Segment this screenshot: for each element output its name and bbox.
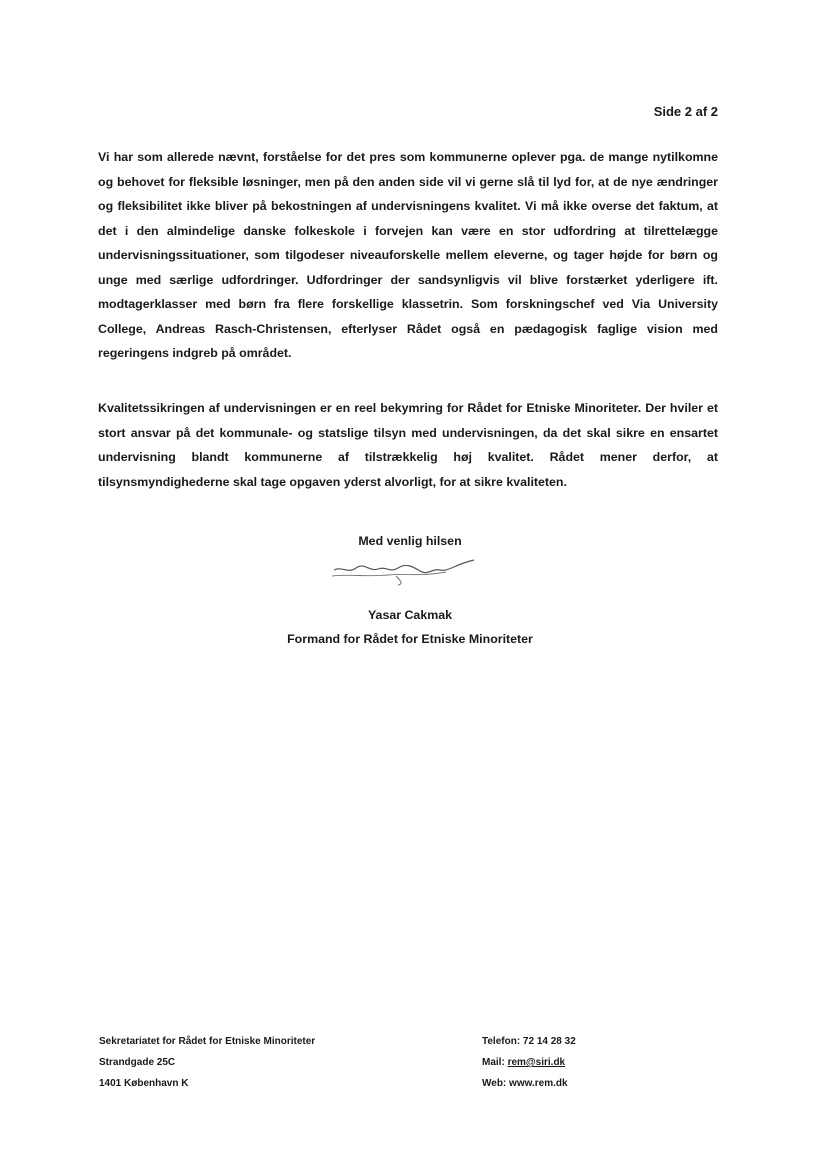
body-paragraph-2: Kvalitetssikringen af undervisningen er en reel bekymring for Rådet for Etniske Minoriteter. Der hviler et stort ansvar på det kommunale- og statslige tilsyn med undervisningen, da det skal sikre en ensartet undervisning blandt kommunerne af tilstrækkelig høj kvalitet. Rådet mener derfor, at tilsynsmyndighederne skal tage opgaven yderst alvorligt, for at sikre kvaliteten. <box>98 401 718 489</box>
signature-image <box>328 558 478 588</box>
footer-street: Strandgade 25C <box>99 1057 176 1068</box>
signatory-name: Yasar Cakmak <box>367 608 453 622</box>
footer-org: Sekretariatet for Rådet for Etniske Minoriteter <box>99 1036 316 1047</box>
footer-contact <box>482 1031 576 1094</box>
footer-mail-label: Mail: <box>482 1057 508 1068</box>
footer-web[interactable]: Web: www.rem.dk <box>482 1078 568 1089</box>
body-paragraph-1: Vi har som allerede nævnt, forståelse for det pres som kommunerne oplever pga. de mange nytilkomne og behovet for fleksible løsninger, men på den anden side vil vi gerne slå til lyd for, at de nye ændringer og fleksibilitet ikke bliver på bekostningen af undervisningens kvalitet. Vi må ikke overse det faktum, at det i den almindelige danske folkeskole i forvejen kan være en stor udfordring at tilrettelægge undervisningssituationer, som tilgodeser niveauforskelle mellem eleverne, og tager højde for børn og unge med særlige udfordringer. Udfordringer der sandsynligvis vil blive forstærket yderligere ift. modtagerklasser med børn fra flere forskellige klassetrin. Som forskningschef ved Via University College, Andreas Rasch-Christensen, efterlyser Rådet også en pædagogisk faglige vision med regeringens indgreb på området. <box>98 150 718 360</box>
footer-phone: Telefon: 72 14 28 32 <box>482 1036 576 1047</box>
footer-mail-line <box>482 1052 576 1073</box>
footer-city: 1401 København K <box>99 1078 189 1089</box>
signatory-title: Formand for Rådet for Etniske Minoriteter <box>287 632 533 646</box>
footer-address <box>99 1031 315 1094</box>
page-number: Side 2 af 2 <box>653 104 718 119</box>
closing-salutation: Med venlig hilsen <box>358 534 462 548</box>
footer-mail-link[interactable]: rem@siri.dk <box>507 1057 566 1068</box>
